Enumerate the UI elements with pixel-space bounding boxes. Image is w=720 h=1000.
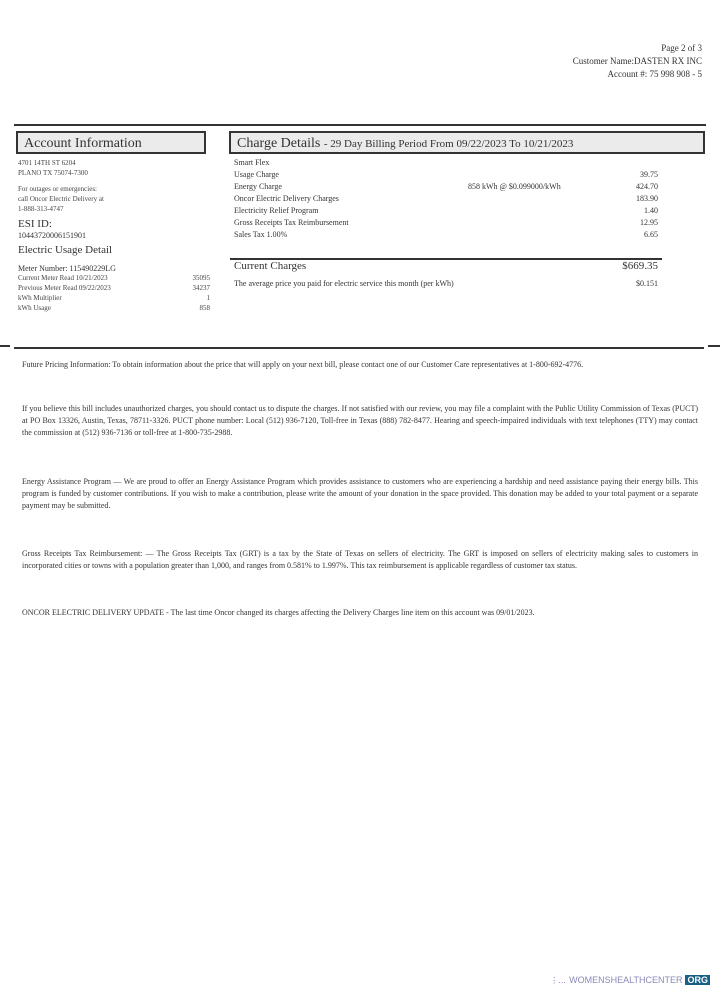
energy-assistance-notice: Energy Assistance Program — We are proud to offer an Energy Assistance Program which provides assistance to customers who are experiencing a hardship and need assistance paying their energy bills. This program is funded by customer contributions. If you wish to make a contribution, please write the amount of your donation in the space provided. This donation may be added to your total payment or a separate payment may be submitted.	[22, 477, 698, 510]
charge-amount: 39.75	[640, 170, 658, 179]
average-price-row	[234, 279, 658, 288]
charge-amount: 12.95	[640, 218, 658, 227]
charge-amount: 183.90	[636, 194, 658, 203]
margin-tick-left	[0, 345, 10, 347]
average-price-label: The average price you paid for electric service this month (per kWh)	[234, 279, 454, 288]
esi-label: ESI ID:	[18, 218, 52, 230]
charge-row	[234, 217, 658, 229]
outage-phone: 1-888-313-4747	[18, 205, 64, 213]
charge-detail	[468, 169, 608, 181]
dots-logo-icon: ⋮…	[550, 975, 567, 985]
charge-label: Sales Tax 1.00%	[234, 230, 288, 239]
charge-detail	[468, 157, 608, 169]
billing-period: - 29 Day Billing Period From 09/22/2023 To 10/21/2023	[323, 138, 574, 150]
charge-detail: 858 kWh @ $0.099000/kWh	[468, 182, 561, 191]
future-pricing-notice: Future Pricing Information: To obtain information about the price that will apply on your next bill, please contact one of our Customer Care representatives at 1-800-692-4776.	[22, 360, 584, 369]
usage-row	[18, 303, 210, 313]
meter-number: Meter Number: 115490229LG	[18, 264, 116, 273]
usage-row	[18, 293, 210, 303]
usage-value: 858	[199, 304, 210, 312]
esi-value: 10443720006151901	[18, 231, 86, 240]
charge-row	[234, 193, 658, 205]
watermark-text: WOMENSHEALTHCENTER	[569, 975, 683, 985]
charge-row	[234, 169, 658, 181]
charge-detail	[468, 205, 608, 217]
charge-amount: 1.40	[644, 206, 658, 215]
charge-amount: 424.70	[636, 182, 658, 191]
oncor-update-notice: ONCOR ELECTRIC DELIVERY UPDATE - The last time Oncor changed its charges affecting the Delivery Charges line item on this account was 09/01/2023.	[22, 608, 535, 617]
charge-label: Smart Flex	[234, 158, 270, 167]
charge-row	[234, 157, 658, 169]
charge-details-title-text: Charge Details	[237, 136, 321, 151]
usage-label: kWh Multiplier	[18, 294, 62, 302]
charge-detail	[468, 229, 608, 241]
margin-tick-right	[708, 345, 720, 347]
charge-details-title	[229, 131, 705, 154]
charge-row	[234, 229, 658, 241]
address-line2: PLANO TX 75074-7300	[18, 169, 88, 177]
usage-label: Previous Meter Read 09/22/2023	[18, 284, 111, 292]
charge-label: Usage Charge	[234, 170, 279, 179]
watermark-badge: ORG	[687, 975, 708, 985]
charge-label: Oncor Electric Delivery Charges	[234, 194, 339, 203]
charge-details-table	[234, 157, 658, 241]
charge-label: Energy Charge	[234, 182, 282, 191]
gross-receipts-tax-notice: Gross Receipts Tax Reimbursement: — The Gross Receipts Tax (GRT) is a tax by the State of Texas on sellers of electricity. The GRT is imposed on sellers of electricity making sales to customers in incorporated cities or towns with a population greater than 1,000, and ranges from 0.581% to 1.997%. This tax reimbursement is applicable regardless of customer tax status.	[22, 549, 698, 570]
current-charges-value: $669.35	[622, 260, 658, 272]
account-info-title-text: Account Information	[24, 136, 142, 151]
page-header	[573, 42, 702, 81]
charge-label: Electricity Relief Program	[234, 206, 319, 215]
outage-line2: call Oncor Electric Delivery at	[18, 195, 104, 203]
charge-label: Gross Receipts Tax Reimbursement	[234, 218, 349, 227]
charge-row	[234, 205, 658, 217]
watermark	[550, 975, 710, 985]
section-divider	[14, 347, 704, 349]
charge-amount: 6.65	[644, 230, 658, 239]
charge-detail	[468, 193, 608, 205]
dispute-notice: If you believe this bill includes unauthorized charges, you should contact us to dispute the charges. If not satisfied with our review, you may file a complaint with the Public Utility Commission of Texas (PUCT) at PO Box 13326, Austin, Texas, 78711-3326. PUCT phone number: Local (512) 936-7120, Toll-free in Texas (888) 782-8477. Hearing and speech-impaired individuals with text telephones (TTY) may contact the commission at (512) 936-7136 or toll-free at 1-800-735-2988.	[22, 404, 698, 437]
usage-label: kWh Usage	[18, 304, 51, 312]
usage-value: 1	[206, 294, 210, 302]
top-divider	[14, 124, 706, 126]
charge-row	[234, 181, 658, 193]
usage-label: Current Meter Read 10/21/2023	[18, 274, 108, 282]
customer-name: Customer Name:DASTEN RX INC	[572, 56, 702, 66]
usage-value: 35095	[192, 274, 210, 282]
current-charges-row	[234, 259, 658, 273]
page-number: Page 2 of 3	[661, 43, 702, 53]
account-number: Account #: 75 998 908 - 5	[607, 69, 702, 79]
current-charges-label: Current Charges	[234, 260, 307, 272]
usage-value: 34237	[192, 284, 210, 292]
address-line1: 4701 14TH ST 6204	[18, 159, 76, 167]
average-price-value: $0.151	[636, 279, 658, 288]
charge-amount	[608, 157, 658, 169]
outage-line1: For outages or emergencies:	[18, 185, 97, 193]
account-info-title	[16, 131, 206, 154]
usage-row	[18, 283, 210, 293]
usage-row	[18, 273, 210, 283]
account-info-panel	[18, 158, 210, 313]
charge-detail	[468, 217, 608, 229]
electric-usage-title: Electric Usage Detail	[18, 244, 113, 256]
